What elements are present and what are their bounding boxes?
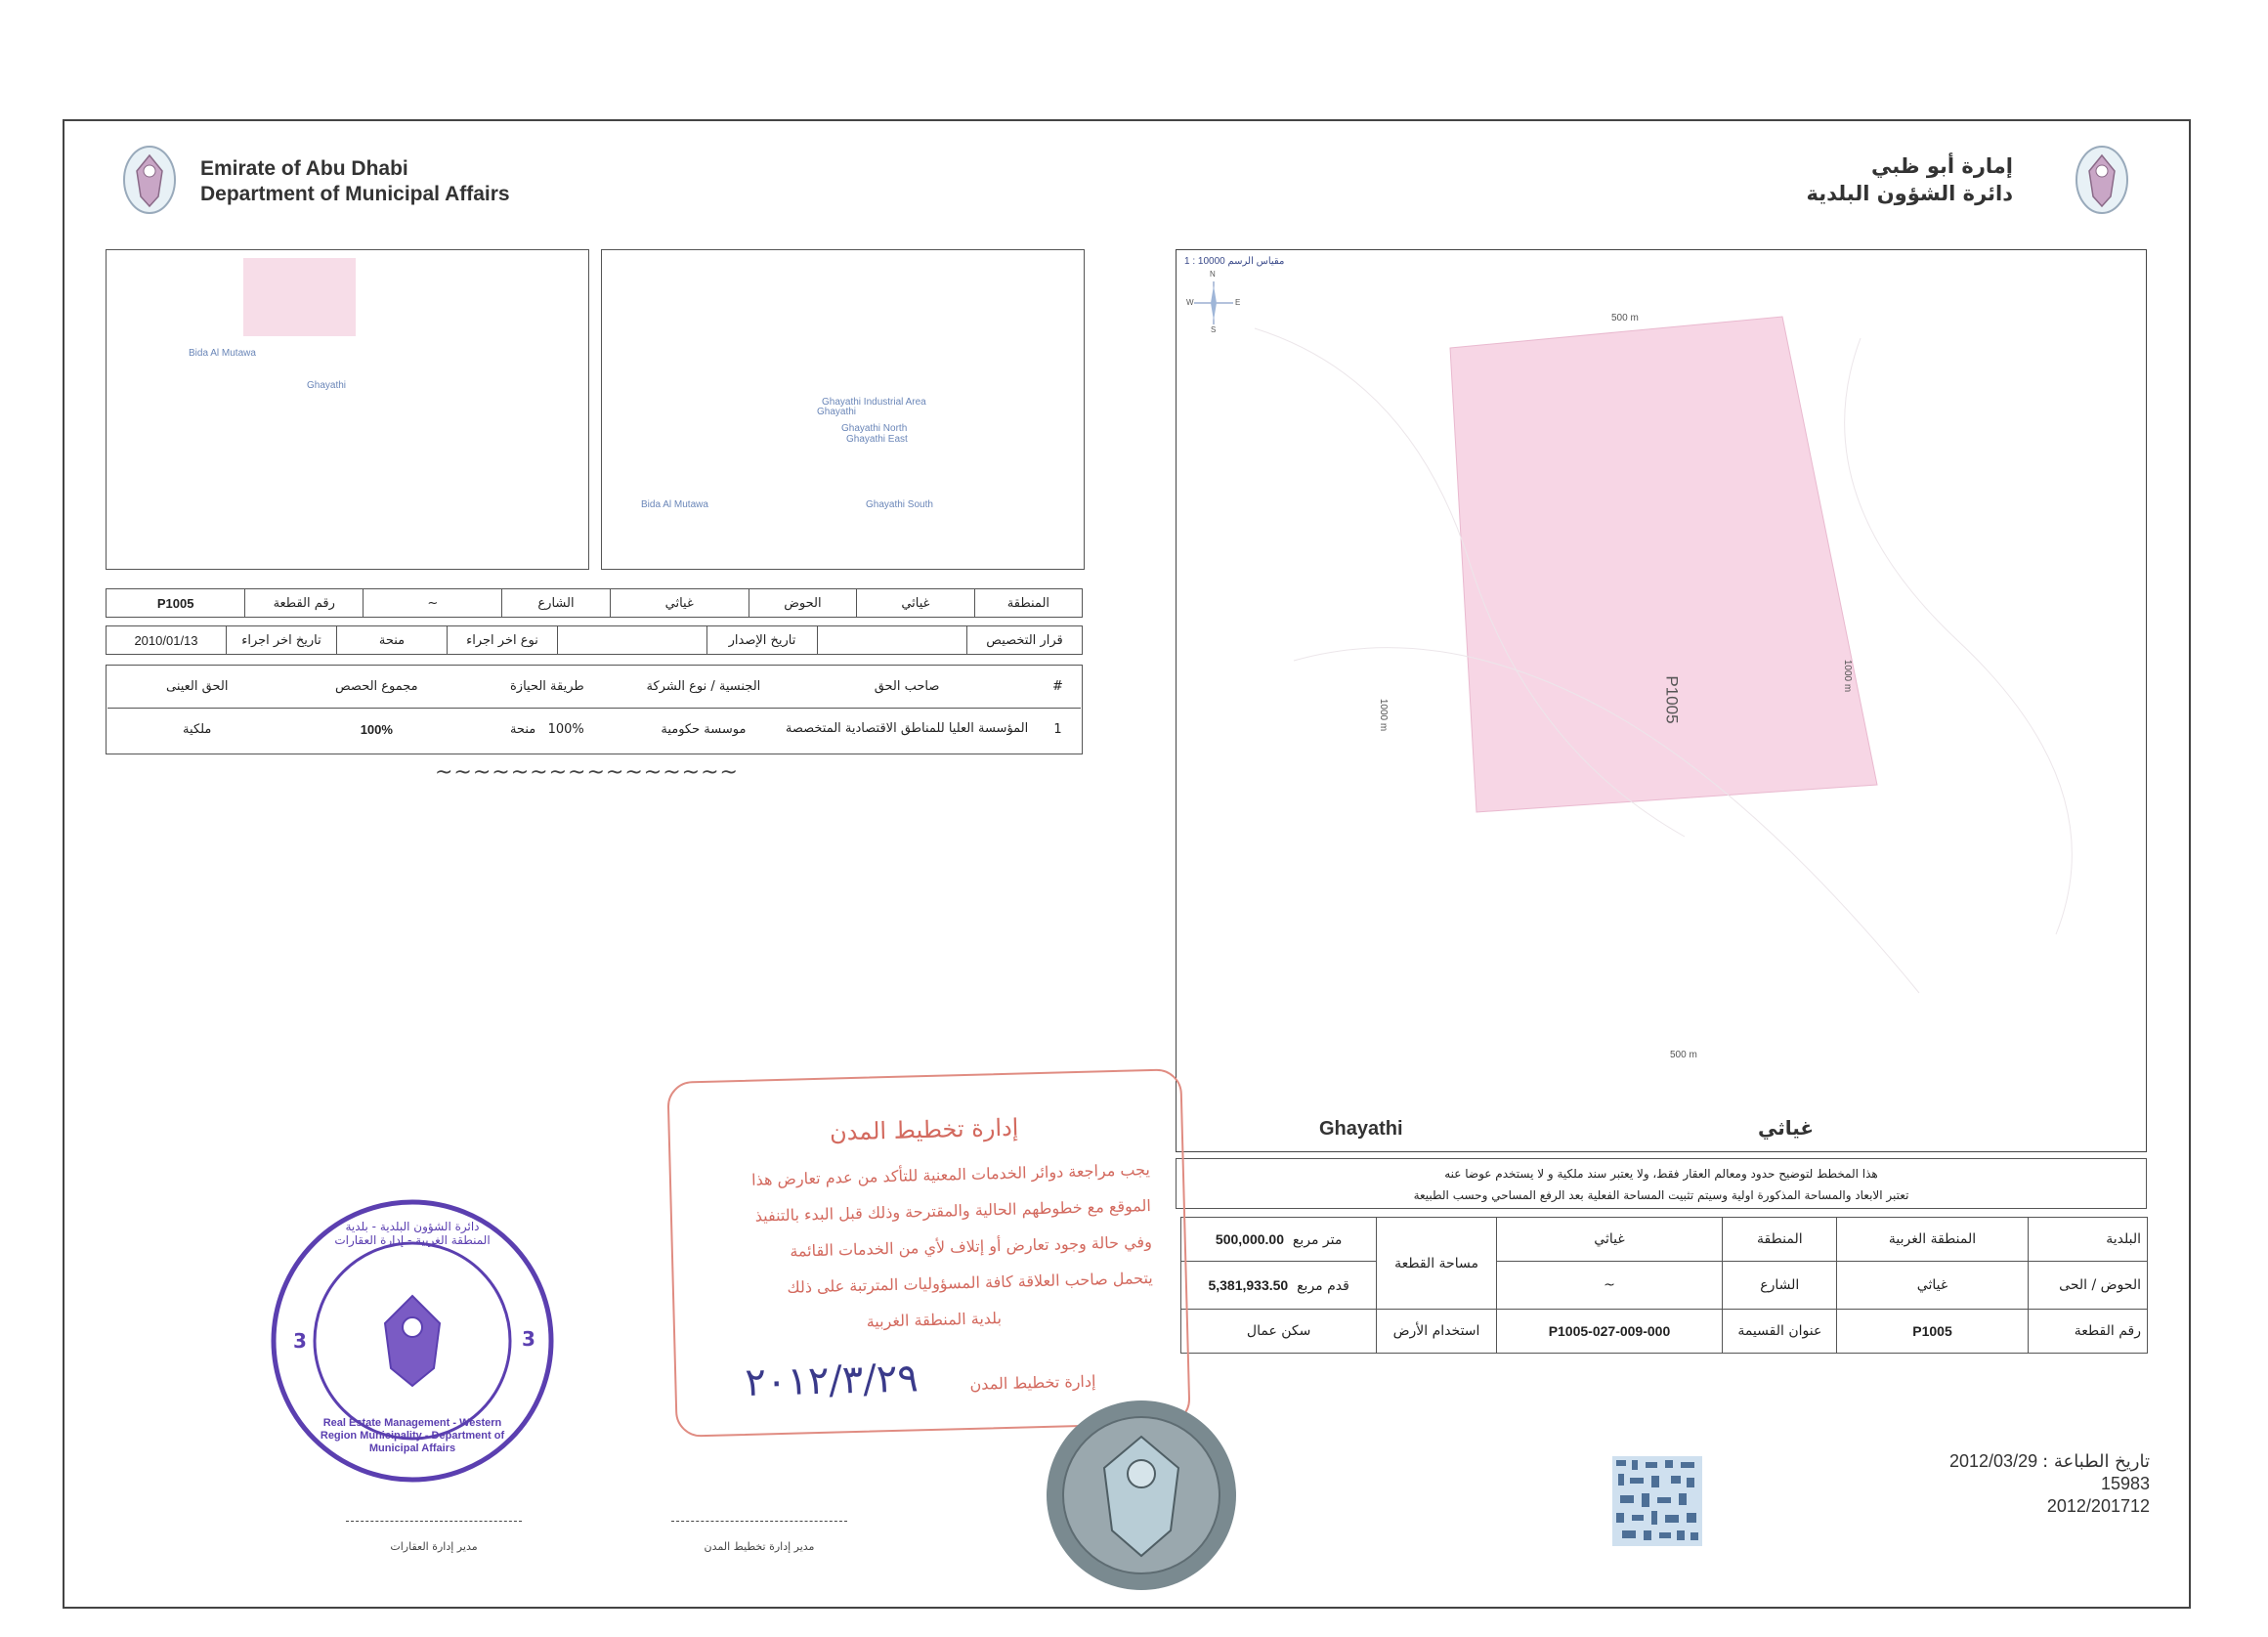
basin-value: غياثي xyxy=(610,589,749,618)
print-date: 2012/03/29 xyxy=(1949,1451,2038,1471)
plot-shape xyxy=(1450,317,1877,812)
owners-header-right: الحق العينى xyxy=(165,679,229,695)
planning-stamp-line: يتحمل صاحب العلاقة كافة المسؤوليات المترتبة على ذلك xyxy=(787,1269,1153,1297)
plot-info-row1 xyxy=(106,588,1083,618)
region-value: غياثي xyxy=(856,589,974,618)
owner-right: ملكية xyxy=(183,721,212,737)
hologram-seal-icon xyxy=(1044,1398,1239,1593)
signature-label-planning: مدير إدارة تخطيط المدن xyxy=(704,1540,815,1553)
owners-header-owner: صاحب الحق xyxy=(874,679,940,695)
compass-s: S xyxy=(1211,325,1217,334)
stamp-ring-english: Real Estate Management - Western Region Municipality - Department of Municipal Affairs xyxy=(320,1417,505,1454)
area-sqm xyxy=(1181,1218,1377,1262)
address-label: عنوان القسيمة xyxy=(1723,1310,1837,1354)
plot-value-2: P1005 xyxy=(1837,1310,2028,1354)
plot-info-row2 xyxy=(106,625,1083,655)
area-sqft-unit: قدم مربع xyxy=(1297,1277,1349,1294)
print-date-row xyxy=(1886,1450,2150,1473)
planning-stamp xyxy=(666,1068,1190,1438)
place-en: Ghayathi xyxy=(1319,1118,1403,1140)
header-en-line2: Department of Municipal Affairs xyxy=(200,183,510,205)
district-value: غياثي xyxy=(1837,1262,2028,1310)
planning-stamp-line: الموقع مع خطوطهم الحالية والمقترحة وذلك قبل البدء بالتنفيذ xyxy=(754,1196,1152,1226)
compass-e: E xyxy=(1235,298,1241,307)
issue-date-label: تاريخ الإصدار xyxy=(707,626,818,655)
planning-stamp-line: وفي حالة وجود تعارض أو إتلاف لأي من الخدمات القائمة xyxy=(790,1232,1153,1261)
street-label: الشارع xyxy=(502,589,610,618)
map1-label: Ghayathi xyxy=(307,380,347,391)
owner-name: المؤسسة العليا للمناطق الاقتصادية المتخصصة xyxy=(785,721,1029,737)
owners-header-shares: مجموع الحصص xyxy=(335,679,418,695)
municipality-label: البلدية xyxy=(2028,1218,2147,1262)
stamp-number-left: 3 xyxy=(293,1329,307,1353)
area-label: مساحة القطعة xyxy=(1377,1218,1496,1310)
location-map-local xyxy=(601,249,1085,570)
allocation-label: قرار التخصيص xyxy=(967,626,1083,655)
municipality-value: المنطقة الغربية xyxy=(1837,1218,2028,1262)
disclaimer-box xyxy=(1176,1158,2147,1209)
plot-label: P1005 xyxy=(1662,675,1682,724)
real-estate-stamp xyxy=(266,1194,559,1487)
print-ref: 2012/201712 xyxy=(2046,1496,2150,1516)
compass-n: N xyxy=(1210,270,1216,279)
basin-label: الحوض xyxy=(749,589,856,618)
stamp-number-right: 3 xyxy=(522,1327,535,1351)
print-info xyxy=(1886,1450,2150,1518)
emblem-left-icon xyxy=(119,142,180,218)
header-ar-line2: دائرة الشؤون البلدية xyxy=(1806,182,2013,205)
street-value: ~ xyxy=(364,589,502,618)
signature-label-real-estate: مدير إدارة العقارات xyxy=(390,1540,478,1553)
last-action-date-label: تاريخ اخر اجراء xyxy=(227,626,337,655)
owners-header-num: # xyxy=(1052,679,1063,695)
region-label: المنطقة xyxy=(974,589,1082,618)
disclaimer-line2: تعتبر الابعاد والمساحة المذكورة اولية وسيتم تثبيت المساحة الفعلية بعد الرفع المساحي وحسب الطبيعة xyxy=(1413,1188,1909,1202)
disclaimer-line1: هذا المخطط لتوضيح حدود ومعالم العقار فقط، ولا يعتبر سند ملكية و لا يستخدم عوضا عنه xyxy=(1444,1167,1878,1181)
planning-stamp-title: إدارة تخطيط المدن xyxy=(829,1113,1019,1146)
print-number: 15983 xyxy=(2100,1474,2150,1493)
owners-header-nationality: الجنسية / نوع الشركة xyxy=(646,679,761,695)
dim-bottom: 500 m xyxy=(1670,1050,1697,1060)
print-date-label: تاريخ الطباعة : xyxy=(2042,1451,2150,1472)
planning-stamp-line: يجب مراجعة دوائر الخدمات المعنية للتأكد من عدم تعارض هذا xyxy=(750,1160,1151,1189)
owner-share-pct: 100% xyxy=(547,721,584,737)
dim-left: 1000 m xyxy=(1378,698,1390,732)
map2-label: Ghayathi East xyxy=(846,434,908,445)
plot-no-value: P1005 xyxy=(107,589,245,618)
planning-stamp-line: بلدية المنطقة الغربية xyxy=(866,1309,1003,1331)
owners-table xyxy=(107,667,1081,751)
owners-header-tenure: طريقة الحيازة xyxy=(509,679,584,695)
scale-label: مقياس الرسم 10000 : 1 xyxy=(1184,256,1285,267)
owner-tenure xyxy=(466,708,627,751)
allocation-value xyxy=(818,626,967,655)
planning-stamp-footer: إدارة تخطيط المدن xyxy=(969,1371,1096,1394)
handwritten-date: ٢٠١٢/٣/٢٩ xyxy=(744,1356,920,1405)
street-label-2: الشارع xyxy=(1723,1262,1837,1310)
planning-stamp-body xyxy=(710,1151,1155,1344)
map2-label: Ghayathi South xyxy=(866,499,933,510)
map2-label: Bida Al Mutawa xyxy=(641,499,708,510)
details-table xyxy=(1180,1217,2148,1354)
place-ar: غياثي xyxy=(1758,1116,1815,1140)
emblem-right-icon xyxy=(2072,142,2132,218)
district-label: الحوض / الحى xyxy=(2028,1262,2147,1310)
area-sqm-value: 500,000.00 xyxy=(1215,1230,1284,1247)
issue-date-value xyxy=(558,626,707,655)
header-en-line1: Emirate of Abu Dhabi xyxy=(200,157,408,180)
area-sqft xyxy=(1181,1262,1377,1310)
last-action-type-value: منحة xyxy=(337,626,448,655)
site-plan xyxy=(1176,249,2147,1152)
map1-plot-highlight xyxy=(243,258,356,336)
landuse-value: سكن عمال xyxy=(1181,1310,1377,1354)
plot-label-2: رقم القطعة xyxy=(2028,1310,2147,1354)
map2-label: Ghayathi xyxy=(817,407,857,417)
stamp-ring-arabic: دائرة الشؤون البلدية - بلدية المنطقة الغربية - إدارة العقارات xyxy=(334,1220,491,1247)
compass-w: W xyxy=(1186,298,1194,307)
signature-line-real-estate xyxy=(346,1521,522,1522)
map1-label: Bida Al Mutawa xyxy=(189,348,256,359)
map2-label: Ghayathi Industrial Area xyxy=(822,397,926,408)
street-value-2: ~ xyxy=(1496,1262,1722,1310)
owner-shares: 100% xyxy=(360,721,393,737)
plot-no-label: رقم القطعة xyxy=(245,589,364,618)
owner-tenure-value: منحة xyxy=(509,721,536,737)
barcode-icon xyxy=(1612,1456,1702,1546)
last-action-date-value: 2010/01/13 xyxy=(107,626,227,655)
header-ar xyxy=(1661,152,2013,207)
address-value: 027-009-000-P1005 xyxy=(1496,1310,1722,1354)
owners-row xyxy=(107,708,1081,751)
map2-label: Ghayathi North xyxy=(841,423,908,434)
dim-right: 1000 m xyxy=(1842,659,1854,693)
last-action-type-label: نوع اخر اجراء xyxy=(448,626,558,655)
header-en xyxy=(200,156,591,207)
region-label-2: المنطقة xyxy=(1723,1218,1837,1262)
region-value-2: غياثي xyxy=(1496,1218,1722,1262)
landuse-label: استخدام الأرض xyxy=(1377,1310,1496,1354)
location-map-regional xyxy=(106,249,589,570)
area-sqft-value: 5,381,933.50 xyxy=(1208,1276,1289,1293)
owners-separator: ~~~~~~~~~~~~~~~~ xyxy=(435,760,739,785)
owner-num: 1 xyxy=(1053,721,1062,737)
area-sqm-unit: متر مربع xyxy=(1292,1231,1343,1248)
signature-line-planning xyxy=(671,1521,847,1522)
dim-top: 500 m xyxy=(1611,313,1639,323)
owner-nationality: موسسة حكومية xyxy=(661,721,747,737)
header-ar-line1: إمارة أبو ظبي xyxy=(1870,154,2013,178)
